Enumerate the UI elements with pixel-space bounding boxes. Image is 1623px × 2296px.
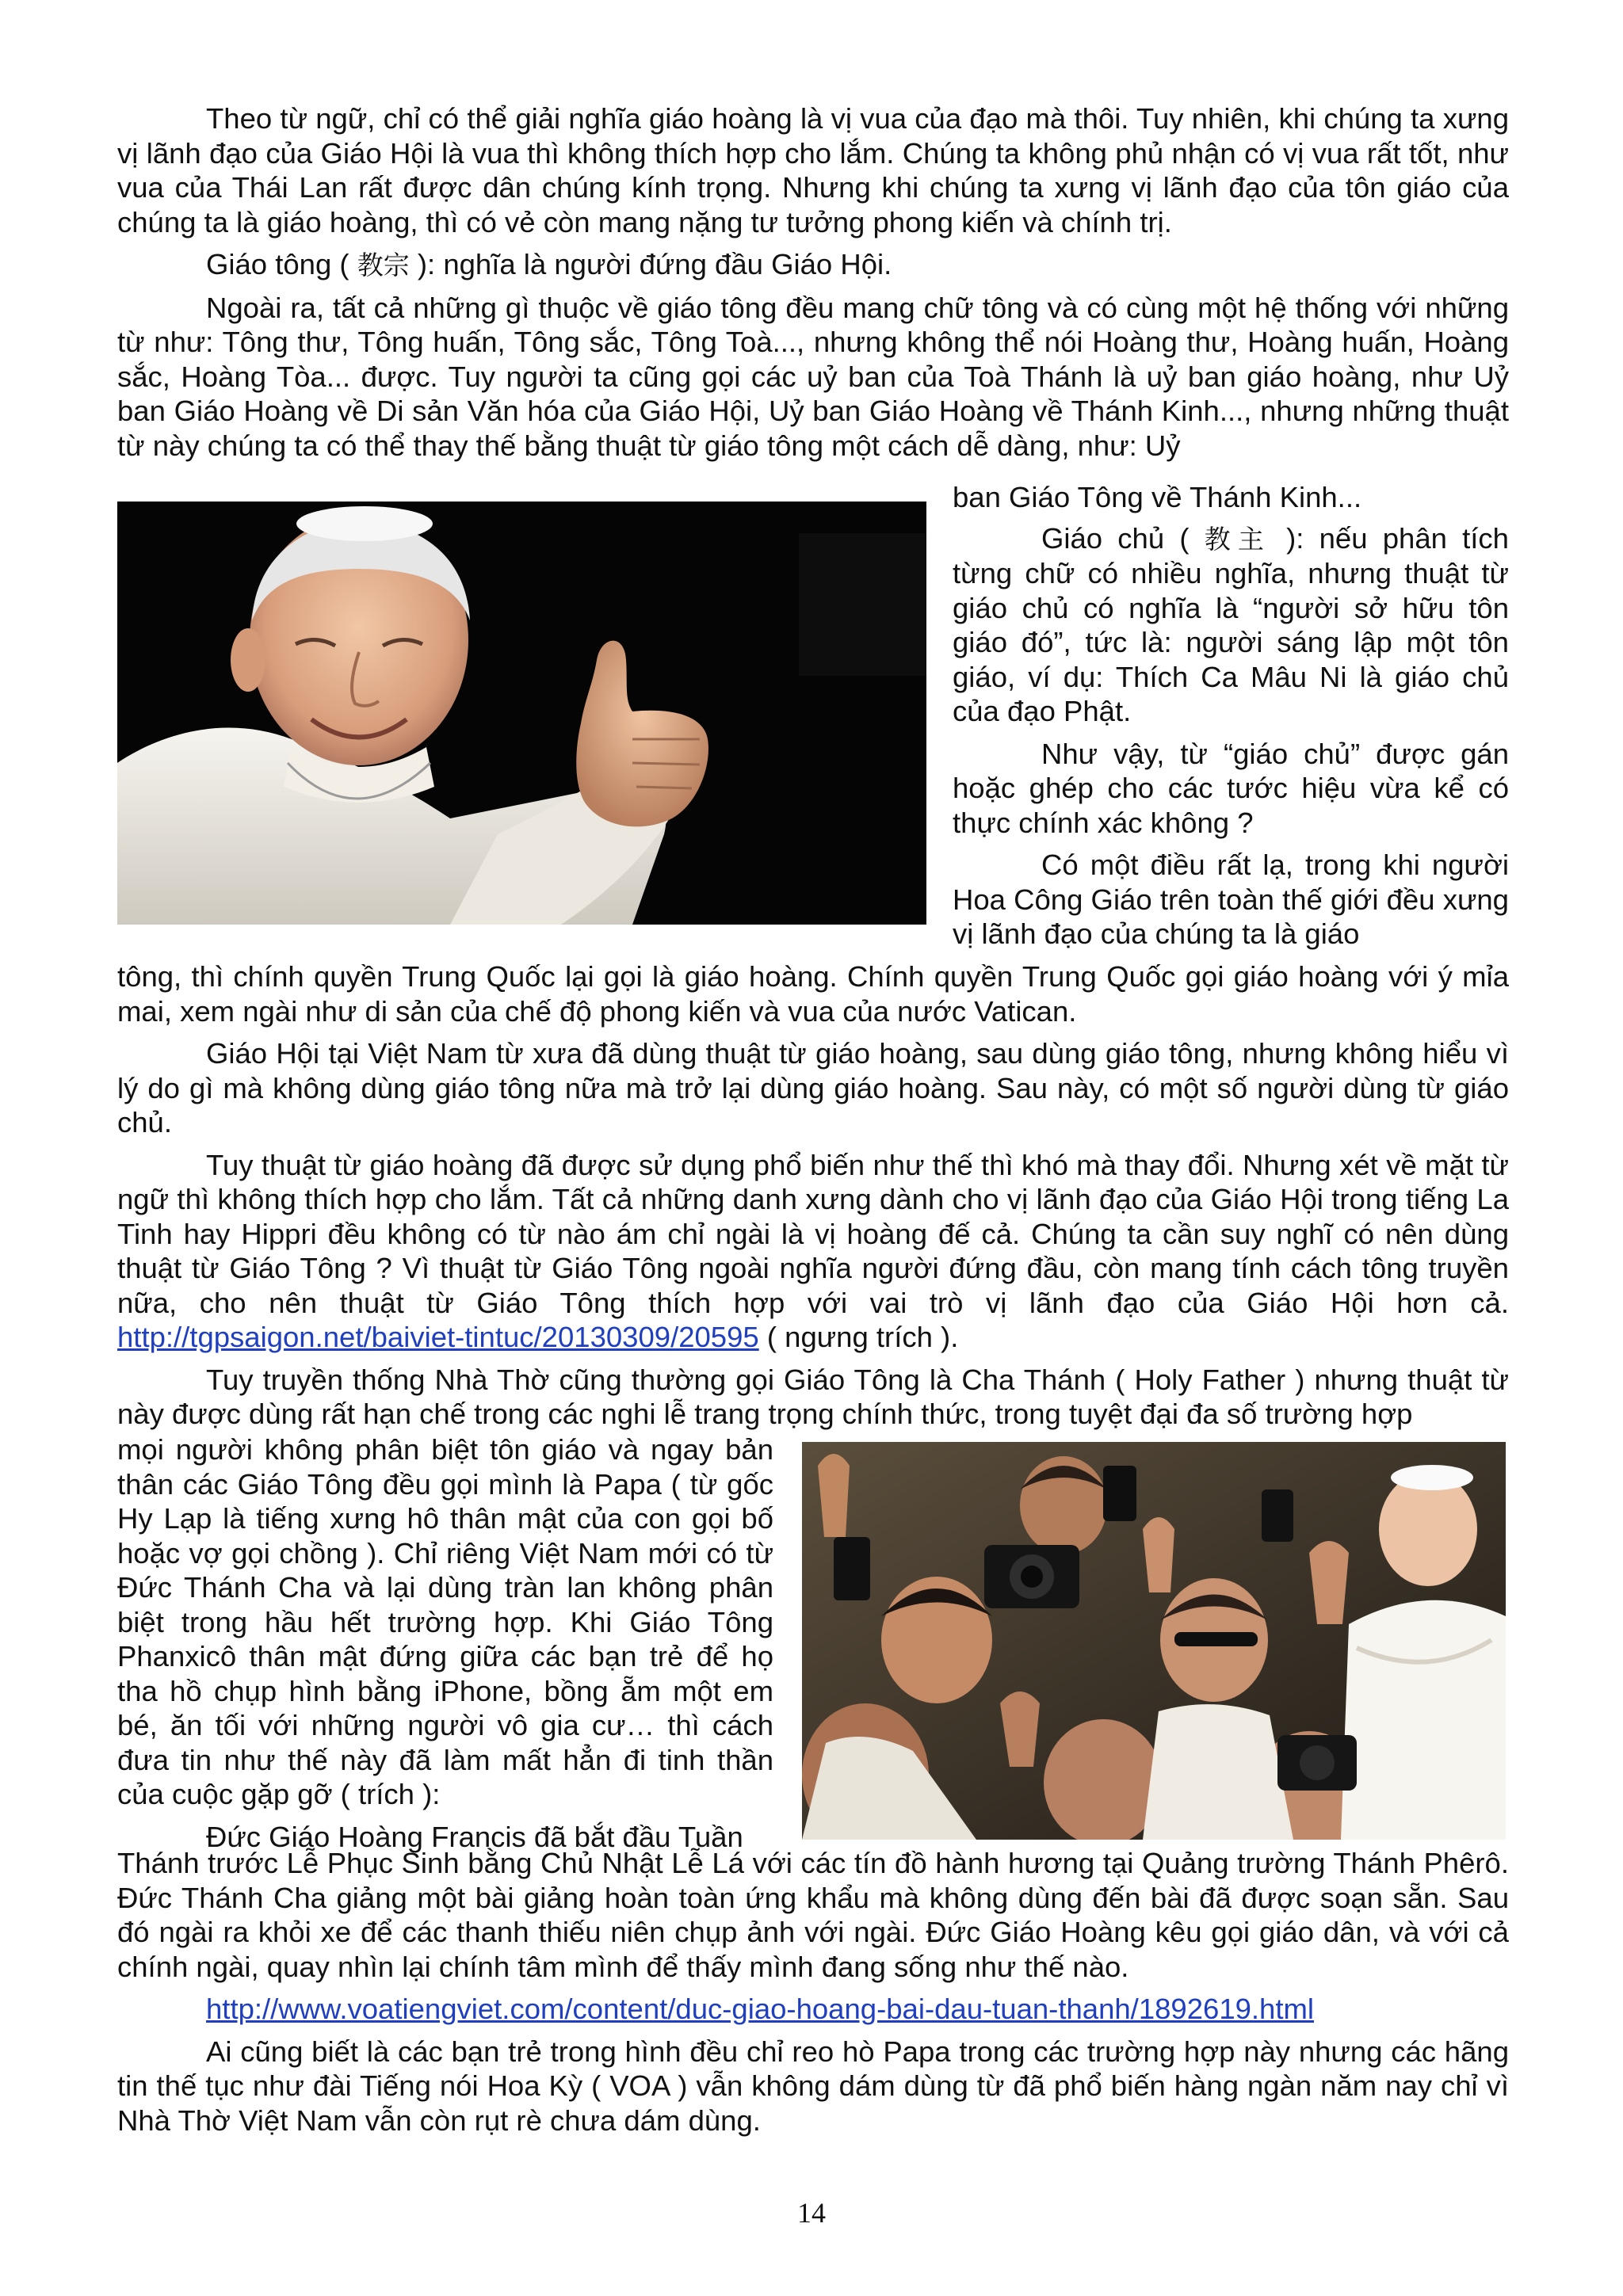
side-column-1 [953, 480, 1509, 952]
paragraph-9-full: Tuy truyền thống Nhà Thờ cũng thường gọi Giáo Tông là Cha Thánh ( Holy Father ) nhưng thuật từ này được dùng rất hạn chế trong các nghi lễ trang trọng chính thức, trong tuyệt đại đa số trường hợp [117, 1363, 1509, 1430]
tgpsaigon-link[interactable]: http://tgpsaigon.net/baiviet-tintuc/20130309/20595 [117, 1321, 759, 1353]
paragraph-10-full: Thánh trước Lễ Phục Sinh bằng Chủ Nhật Lễ Lá với các tín đồ hành hương tại Quảng trường Thánh Phêrô. Đức Thánh Cha giảng một bài giảng hoàn toàn ứng khẩu mà không dùng đến bài đã được soạn sẵn. Sau đó ngài ra khỏi xe để các thanh thiếu niên chụp ảnh với ngài. Đức Giáo Hoàng kêu gọi giáo dân, và với cả chính ngài, quay nhìn lại chính tâm mình để thấy mình đang sống như thế nào. [117, 1847, 1509, 1983]
paragraph-2 [117, 247, 1509, 283]
pope-thumbs-up-photo [117, 502, 926, 925]
paragraph-3: Ngoài ra, tất cả những gì thuộc về giáo tông đều mang chữ tông và có cùng một hệ thống với những từ như: Tông thư, Tông huấn, Tông sắc, Tông Toà..., nhưng không thể nói Hoàng thư, Hoàng huấn, Hoàng sắc, Hoàng Tòa... được. Tuy người ta cũng gọi các uỷ ban của Toà Thánh là uỷ ban giáo hoàng, như Uỷ ban Giáo Hoàng về Di sản Văn hóa của Giáo Hội, Uỷ ban Giáo Hoàng về Thánh Kinh..., nhưng những thuật từ này chúng ta có thể thay thế bằng thuật từ giáo tông một cách dễ dàng, như: Uỷ [117, 291, 1509, 462]
cjk-giao-tong: 教宗 [357, 250, 410, 280]
paragraph-12: Ai cũng biết là các bạn trẻ trong hình đều chỉ reo hò Papa trong các trường hợp này nhưng các hãng tin thế tục như đài Tiếng nói Hoa Kỳ ( VOA ) vẫn không dám dùng từ đã phổ biến hàng ngàn năm nay chỉ vì Nhà Thờ Việt Nam vẫn còn rụt rè chưa dám dùng. [117, 2035, 1509, 2137]
pope-with-youths-photo [802, 1442, 1506, 1840]
paragraph-9-side: mọi người không phân biệt tôn giáo và ngay bản thân các Giáo Tông đều gọi mình là Papa ( từ gốc Hy Lạp là tiếng xưng hô thân mật của con gọi bố hoặc vợ gọi chồng ). Chỉ riêng Việt Nam mới có từ Đức Thánh Cha và lại dùng tràn lan không phân biệt trong hầu hết trường hợp. Khi Giáo Tông Phanxicô thân mật đứng giữa các bạn trẻ để họ tha hồ chụp hình bằng iPhone, bồng ẵm một em bé, ăn tối với những người vô gia cư… thì cách đưa tin như thế này đã làm mất hẳn đi tinh thần của cuộc gặp gỡ ( trích ): [117, 1433, 773, 1810]
paragraph-1: Theo từ ngữ, chỉ có thể giải nghĩa giáo hoàng là vị vua của đạo mà thôi. Tuy nhiên, khi chúng ta xưng vị lãnh đạo của Giáo Hội là vua thì không thích hợp cho lắm. Chúng ta không phủ nhận có vị vua rất tốt, như vua của Thái Lan rất được dân chúng kính trọng. Nhưng khi chúng ta xưng vị lãnh đạo của tôn giáo của chúng ta là giáo hoàng, thì có vẻ còn mang nặng tư tưởng phong kiến và chính trị. [117, 102, 1509, 238]
article-body-middle [117, 959, 1509, 1432]
paragraph-5: Như vậy, từ “giáo chủ” được gán hoặc ghép cho các tước hiệu vừa kể có thực chính xác không ? [953, 737, 1509, 839]
paragraph-10-side: Đức Giáo Hoàng Francis đã bắt đầu Tuần [206, 1820, 743, 1853]
voatiengviet-link[interactable]: http://www.voatiengviet.com/content/duc-giao-hoang-bai-dau-tuan-thanh/1892619.html [206, 1993, 1315, 2025]
p8-text: Tuy thuật từ giáo hoàng đã được sử dụng phổ biến như thế thì khó mà thay đổi. Nhưng xét về mặt từ ngữ thì không thích hợp cho lắm. Tất cả những danh xưng dành cho vị lãnh đạo của Giáo Hội trong tiếng La Tinh hay Hippri đều không có từ nào ám chỉ ngài là vị hoàng đế cả. Chúng ta cần suy nghĩ có nên dùng thuật từ Giáo Tông ? Vì thuật từ Giáo Tông ngoài nghĩa người đứng đầu, còn mang tính cách tông truyền nữa, cho nên thuật từ Giáo Tông thích hợp với vai trò vị lãnh đạo của Giáo Hội hơn cả. [117, 1148, 1509, 1319]
paragraph-3-tail: ban Giáo Tông về Thánh Kinh... [953, 481, 1362, 513]
p2-lead: Giáo tông ( [206, 248, 349, 280]
p2-rest: ): nghĩa là người đứng đầu Giáo Hội. [417, 248, 892, 280]
paragraph-6-full: tông, thì chính quyền Trung Quốc lại gọi là giáo hoàng. Chính quyền Trung Quốc gọi giáo hoàng với ý mỉa mai, xem ngài như di sản của chế độ phong kiến và vua của nước Vatican. [117, 960, 1509, 1028]
paragraph-4 [953, 521, 1509, 729]
page-number: 14 [797, 2197, 826, 2229]
article-body [117, 101, 1509, 463]
article-body-bottom [117, 1846, 1509, 2145]
paragraph-7: Giáo Hội tại Việt Nam từ xưa đã dùng thuật từ giáo hoàng, sau dùng giáo tông, nhưng không hiểu vì lý do gì mà không dùng giáo tông nữa mà trở lại dùng giáo hoàng. Sau này, có một số người dùng từ giáo chủ. [117, 1037, 1509, 1138]
paragraph-11 [117, 1992, 1509, 2027]
p8-after: ( ngưng trích ). [758, 1321, 959, 1353]
paragraph-6-side: Có một điều rất lạ, trong khi người Hoa Công Giáo trên toàn thế giới đều xưng vị lãnh đạo của chúng ta là giáo [953, 849, 1509, 950]
p4-lead: Giáo chủ ( [1041, 521, 1190, 555]
paragraph-8 [117, 1148, 1509, 1355]
side-column-2 [117, 1432, 773, 1854]
p4-rest: ): nếu phân tích từng chữ có nhiều nghĩa, nhưng thuật từ giáo chủ có nghĩa là “người sở hữu tôn giáo đó”, tức là: người sáng lập một tôn giáo, ví dụ: Thích Ca Mâu Ni là giáo chủ của đạo Phật. [953, 521, 1509, 727]
cjk-giao-chu: 教主 [1204, 523, 1271, 555]
